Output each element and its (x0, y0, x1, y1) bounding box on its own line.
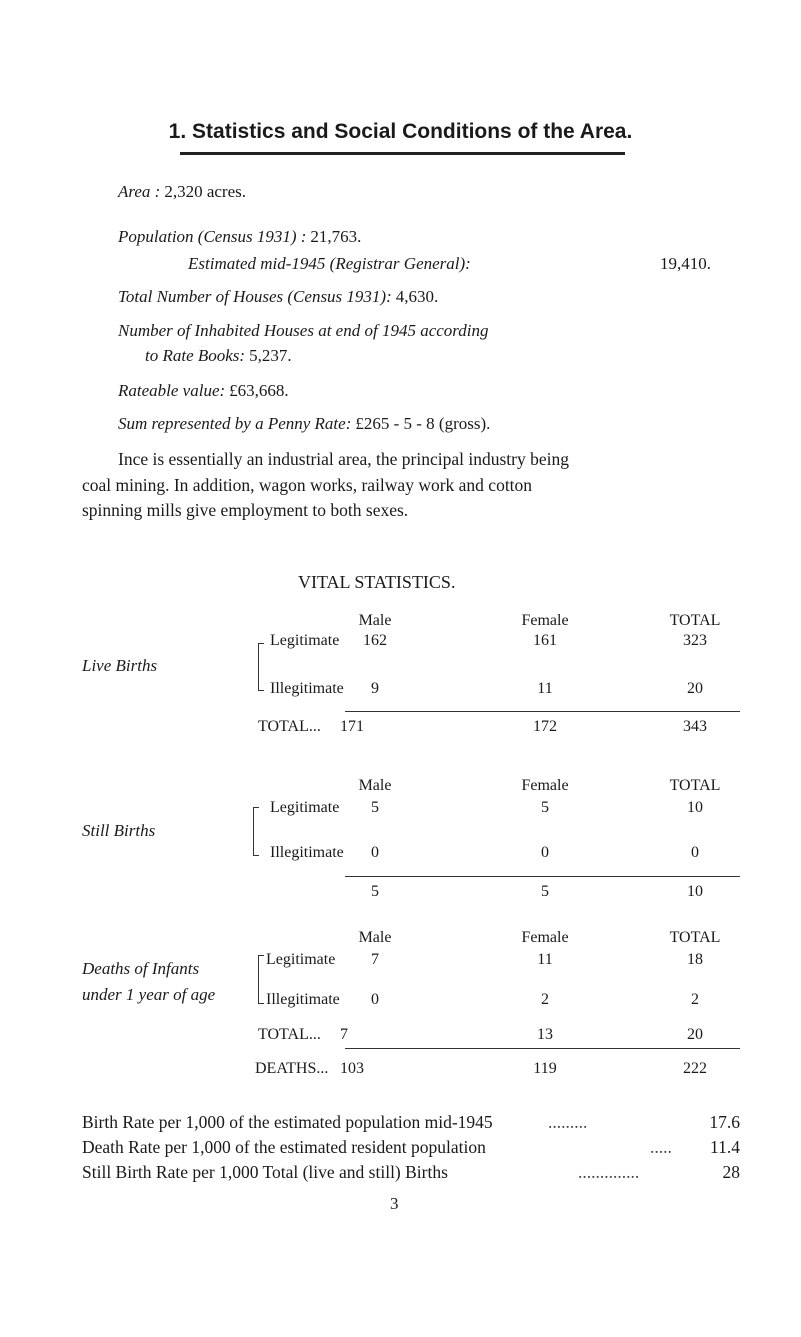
paragraph-line-3: spinning mills give employment to both sexes. (82, 500, 409, 520)
live-legit-label: Legitimate (270, 632, 340, 649)
infant-legit-female: 11 (537, 951, 553, 968)
infant-deaths-brace (258, 955, 264, 1004)
death-rate-value: 11.4 (710, 1137, 740, 1157)
inhabited-houses-label-2: to Rate Books: (145, 346, 246, 365)
total-houses-line (118, 287, 438, 307)
inhabited-houses-value: 5,237. (249, 346, 292, 365)
live-header-total: TOTAL (669, 612, 721, 629)
infant-header-total: TOTAL (669, 929, 721, 946)
total-houses-label: Total Number of Houses (Census 1931): (118, 287, 392, 306)
rateable-label: Rateable value: (118, 381, 226, 400)
estimated-population-value: 19,410. (660, 254, 711, 273)
still-total-female: 5 (541, 883, 549, 900)
infant-illegit-label: Illegitimate (266, 991, 340, 1008)
live-total-total: 343 (683, 718, 707, 735)
deaths-female: 119 (533, 1060, 557, 1077)
still-header-total: TOTAL (669, 777, 721, 794)
deaths-label: DEATHS... (255, 1060, 329, 1077)
paragraph-line-1: Ince is essentially an industrial area, the principal industry being (118, 449, 569, 469)
birth-rate-label: Birth Rate per 1,000 of the estimated population mid-1945 (82, 1112, 493, 1132)
infant-legit-total: 18 (687, 951, 703, 968)
still-total-rule (345, 876, 740, 877)
rateable-value: £63,668. (229, 381, 289, 400)
still-legit-total: 10 (687, 799, 703, 816)
still-illegit-female: 0 (541, 844, 549, 861)
live-illegit-male: 9 (371, 680, 379, 697)
live-legit-total: 323 (683, 632, 707, 649)
infant-header-male: Male (358, 929, 392, 946)
infant-total-rule (345, 1048, 740, 1049)
infant-header-female: Female (521, 929, 569, 946)
still-birth-rate-leader: .............. (578, 1162, 640, 1182)
estimated-population-label: Estimated mid-1945 (Registrar General): (188, 254, 471, 273)
live-illegit-female: 11 (537, 680, 553, 697)
penny-rate-value: £265 - 5 - 8 (gross). (355, 414, 491, 433)
still-legit-female: 5 (541, 799, 549, 816)
infant-deaths-label-2: under 1 year of age (82, 985, 216, 1004)
area-value: 2,320 acres. (164, 182, 246, 201)
population-value: 21,763. (310, 227, 362, 246)
total-houses-value: 4,630. (395, 287, 439, 306)
infant-illegit-total: 2 (691, 991, 699, 1008)
infant-total-male: 7 (340, 1026, 348, 1043)
infant-total-label: TOTAL... (258, 1026, 321, 1043)
still-legit-male: 5 (371, 799, 379, 816)
still-legit-label: Legitimate (270, 799, 340, 816)
birth-rate-value: 17.6 (709, 1112, 740, 1132)
infant-legit-male: 7 (371, 951, 379, 968)
vital-statistics-heading: VITAL STATISTICS. (298, 572, 456, 592)
birth-rate-leader: ......... (548, 1112, 588, 1132)
live-births-brace (258, 643, 264, 691)
area-line (118, 182, 246, 202)
still-illegit-male: 0 (371, 844, 379, 861)
still-births-brace (253, 807, 259, 856)
live-total-male: 171 (340, 718, 364, 735)
paragraph-line-2: coal mining. In addition, wagon works, railway work and cotton (82, 475, 533, 495)
live-legit-male: 162 (363, 632, 387, 649)
inhabited-houses-label-1: Number of Inhabited Houses at end of 1945 according (118, 321, 489, 340)
live-header-male: Male (358, 612, 392, 629)
rateable-line (118, 381, 289, 401)
live-legit-female: 161 (533, 632, 557, 649)
infant-illegit-female: 2 (541, 991, 549, 1008)
infant-illegit-male: 0 (371, 991, 379, 1008)
still-illegit-total: 0 (691, 844, 699, 861)
population-line (118, 227, 361, 247)
still-header-female: Female (521, 777, 569, 794)
still-total-male: 5 (371, 883, 379, 900)
infant-legit-label: Legitimate (266, 951, 336, 968)
live-total-female: 172 (533, 718, 557, 735)
deaths-male: 103 (340, 1060, 364, 1077)
death-rate-leader: ..... (650, 1137, 672, 1157)
still-birth-rate-value: 28 (722, 1162, 740, 1182)
page-number: 3 (390, 1194, 399, 1213)
penny-rate-label: Sum represented by a Penny Rate: (118, 414, 352, 433)
still-header-male: Male (358, 777, 392, 794)
title-underline (180, 152, 625, 155)
population-label: Population (Census 1931) : (118, 227, 307, 246)
live-births-label: Live Births (82, 656, 158, 675)
area-label: Area : (118, 182, 161, 201)
death-rate-label: Death Rate per 1,000 of the estimated resident population (82, 1137, 486, 1157)
infant-total-total: 20 (687, 1026, 703, 1043)
still-birth-rate-label: Still Birth Rate per 1,000 Total (live and still) Births (82, 1162, 448, 1182)
live-illegit-total: 20 (687, 680, 703, 697)
still-total-total: 10 (687, 883, 703, 900)
deaths-total: 222 (683, 1060, 707, 1077)
inhabited-houses-line-2 (145, 346, 292, 366)
live-total-label: TOTAL... (258, 718, 321, 735)
live-header-female: Female (521, 612, 569, 629)
live-illegit-label: Illegitimate (270, 680, 344, 697)
penny-rate-line (118, 414, 490, 434)
still-births-label: Still Births (82, 821, 156, 840)
infant-deaths-label-1: Deaths of Infants (82, 959, 200, 978)
infant-total-female: 13 (537, 1026, 553, 1043)
estimated-population-line (188, 254, 471, 274)
still-illegit-label: Illegitimate (270, 844, 344, 861)
page-title: 1. Statistics and Social Conditions of the Area. (168, 120, 633, 143)
live-total-rule (345, 711, 740, 712)
